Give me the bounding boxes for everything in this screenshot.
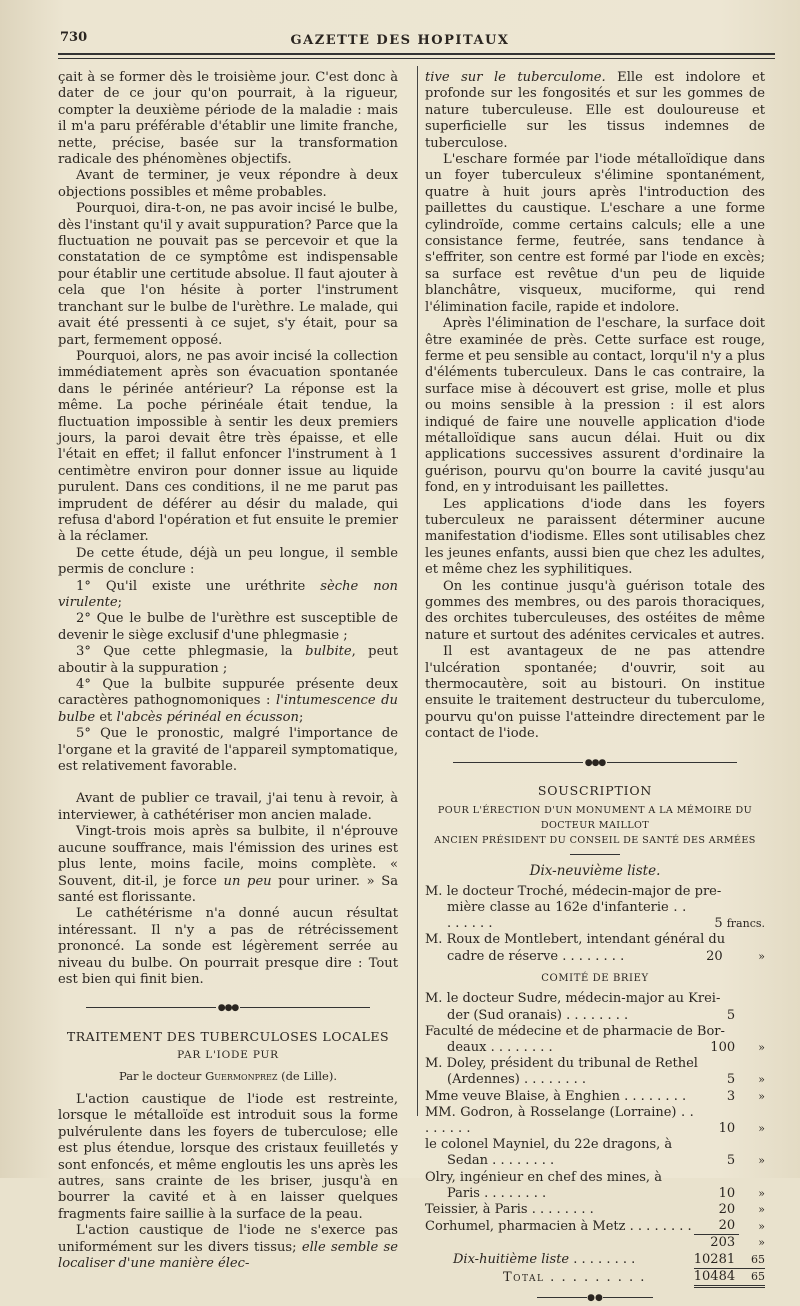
donations-table — [425, 991, 765, 1288]
donor-line: M. Roux de Montlebert, intendant général du — [425, 932, 726, 948]
donor-line: M. Doley, président du tribunal de Rethel — [425, 1056, 698, 1072]
conclusion-1 — [58, 579, 398, 612]
donations-table — [425, 884, 765, 965]
text: ; — [298, 709, 304, 725]
donation-amount: 100 — [710, 1039, 736, 1055]
paragraph: Pourquoi, dira-t-on, ne pas avoir incisé le bulbe, dès l'instant qu'il y avait suppuration? Parce que la fluctuation ne pouvait pas se percevoir et que la constatation de ce symptôme est indispensable pour établir une certitude absolue. Il faut ajouter à cela que l'on hésite à porter l'instrument tranchant sur le bulbe de l'urèthre. Le malade, qui avait été pressenti à ce sujet, s'y était, pour sa part, fermement opposé. — [58, 201, 398, 348]
emphasis: bulbite — [305, 644, 352, 660]
subscription-title: SOUSCRIPTION — [537, 783, 653, 799]
paragraph: Après l'élimination de l'eschare, la surface doit être examinée de près. Cette surface est rouge, ferme et peu sensible au contact, lorqu'il n'y a plus d'éléments tuberculeux. Dans le cas contraire, la surface mise à découvert est grise, molle et plus ou moins sensible à la pression : il est alors indiqué de faire une nouvelle application d'iode métalloïdique sans aucun délai. Huit ou dix applications successives assurent d'ordinaire la guérison, pourvu qu'on bourre la cavité jusqu'au fond, en y introduisant les paillettes. — [425, 316, 765, 496]
previous-list-unit: 65 — [739, 1252, 765, 1269]
donation-amount: 10 — [718, 1120, 736, 1136]
paragraph: L'action caustique de l'iode est restreinte, lorsque le métalloïde est introduit sous la forme pulvérulente dans les foyers de tuberculose; elle est plus étendue, lorsque des cristaux feuilletés y sont enfoncés, et même engloutis les uns après les autres, sans crainte de les briser, jusqu'à en bourrer la cavité et à en laisser quelques fragments faire saillie à la surface de la peau. — [58, 1091, 398, 1222]
conclusion-5: 5° Que le pronostic, malgré l'importance de l'organe et la gravité de l'appareil symptomatique, est relativement favorable. — [58, 726, 398, 775]
emphasis: l'intumescence du bulbe — [58, 693, 398, 725]
paragraph: Avant de terminer, je veux répondre à deux objections possibles et même probables. — [58, 168, 398, 200]
paragraph: çait à se former dès le troisième jour. C'est donc à dater de ce jour qu'on pourrait, à la rigueur, compter la deuxième période de la maladie : mais il m'a paru préférable d'établir une limite franche, nette, précise, basée sur la transformation radicale des phénomènes objectifs. — [58, 70, 398, 168]
paragraph — [58, 1223, 398, 1272]
list-title: Dix-neuvième liste. — [529, 863, 661, 880]
article-subtitle: PAR L'IODE PUR — [177, 1049, 279, 1062]
section-separator: ●●● — [58, 1000, 398, 1016]
emphasis: elle semble se localiser d'une manière élec- — [58, 1239, 398, 1272]
donation-unit: » — [758, 1073, 765, 1087]
conclusion-4 — [58, 677, 398, 726]
paragraph: Avant de publier ce travail, j'ai tenu à revoir, à interviewer, à cathétériser mon ancien malade. — [58, 791, 398, 823]
donation-amount: 5 — [726, 1007, 736, 1023]
running-head: GAZETTE DES HOPITAUX — [290, 33, 510, 48]
donor-line: M. le docteur Troché, médecin-major de pre- — [425, 883, 722, 899]
author-name: Guermonprez — [205, 1068, 278, 1083]
donation-amount: 10 — [718, 1185, 736, 1201]
donor-line: MM. Godron, à Rosselange (Lorraine) — [425, 1104, 677, 1120]
article-byline — [58, 1068, 398, 1084]
text: Vingt-trois mois après sa bulbite, il n'éprouve aucune souffrance, mais l'émission des urines est plus lente, moins facile, moins complète. « Souvent, dit-il, je force — [58, 824, 398, 889]
text: (de Lille). — [281, 1068, 338, 1083]
section-separator: ●●● — [425, 755, 765, 771]
previous-list-row: Dix-huitième liste . . . . . . . . 10281 65 — [453, 1251, 765, 1268]
donation-row: Sedan . . . . . . . . 5 » — [447, 1153, 765, 1169]
text: 1° Qu'il existe une uréthrite — [76, 578, 306, 594]
donation-row: deaux . . . . . . . . 100 » — [447, 1039, 765, 1055]
donation-amount: 20 — [718, 1218, 736, 1234]
subtotal-row — [425, 1235, 765, 1252]
subtotal-amount: 203 — [694, 1235, 739, 1252]
paragraph: On les continue jusqu'à guérison totale des gommes des membres, ou des parois thoraciques, des orchites tuberculeuses, des ostéites de même nature et surtout des adénites cervicales et autres. — [425, 578, 765, 643]
donor-line: Teissier, à Paris — [425, 1201, 528, 1217]
paragraph: L'eschare formée par l'iode métalloïdique dans un foyer tuberculeux s'élimine spontanément, quatre à huit jours après l'introduction des paillettes du caustique. L'eschare a une forme cylindroïde, comme certains calculs; elle a une consistance ferme, feutrée, sans tendance à s'effriter, son centre est formé par l'iode en excès; sa surface est revêtue d'un peu de liquide blanchâtre, visqueux, muciforme, qui rend l'élimination facile, rapide et indolore. — [425, 152, 765, 315]
donor-line: Mme veuve Blaise, à Enghien — [425, 1088, 620, 1104]
donation-row — [425, 932, 765, 948]
end-separator: ●● — [425, 1290, 765, 1306]
previous-list-label: Dix-huitième liste — [453, 1252, 570, 1268]
column-divider — [417, 66, 418, 1116]
donation-row: cadre de réserve . . . . . . . . 20 » — [447, 948, 765, 964]
donation-unit: » — [758, 1219, 765, 1233]
subtotal-unit: » — [758, 1236, 765, 1250]
left-column — [58, 70, 398, 1272]
donation-row: Corhumel, pharmacien à Metz . . . . . . . . 20 » — [425, 1218, 765, 1234]
donor-line: (Ardennes) — [447, 1072, 520, 1088]
article-title: TRAITEMENT DES TUBERCULOSES LOCALES — [66, 1028, 390, 1044]
donor-line: cadre de réserve — [447, 948, 559, 964]
donation-row: der (Sud oranais) . . . . . . . . 5 — [425, 1008, 765, 1024]
donor-line: Paris — [447, 1185, 480, 1201]
paragraph — [425, 70, 765, 152]
donation-row — [425, 1024, 765, 1040]
paragraph: Pourquoi, alors, ne pas avoir incisé la collection immédiatement après son évacuation spontanée dans le périnée antérieur? La réponse est la même. La poche périnéale était tendue, la fluctuation impossible à sentir les deux premiers jours, la paroi devait être très épaisse, et elle l'était en effet; il fallut enfoncer l'instrument à 1 centimètre environ pour donner issue au liquide purulent. Dans ces conditions, il ne me parut pas imprudent de déférer au désir du malade, qui refusa d'abord l'opération et fut ensuite le premier à la réclamer. — [58, 348, 398, 545]
donation-row — [425, 884, 765, 900]
donor-line: Faculté de médecine et de pharmacie de Bor- — [425, 1023, 725, 1039]
header-rule — [58, 53, 775, 55]
total-amount: 10484 — [694, 1268, 739, 1286]
donor-line: der (Sud oranais) — [447, 1007, 562, 1023]
text: 4° Que la bulbite suppurée présente deux caractères pathognomoniques : — [58, 677, 398, 709]
donation-row: Teissier, à Paris . . . . . . . . 20 » — [425, 1201, 765, 1217]
donor-line: Corhumel, pharmacien à Metz — [425, 1218, 626, 1234]
donation-unit: » — [758, 1154, 765, 1168]
donation-unit: » — [758, 1121, 765, 1135]
donation-row: mière classe au 162e d'infanterie . . . . . . . . 5 francs. — [447, 900, 765, 932]
total-row: Total . . . . . . . . . 10484 65 — [503, 1268, 765, 1286]
committee-heading: COMITÉ DE BRIEY — [541, 972, 649, 984]
caption-rule — [570, 854, 620, 855]
total-unit: 65 — [739, 1268, 765, 1286]
paragraph: Il est avantageux de ne pas attendre l'ulcération spontanée; d'ouvrir, soit au thermocautère, soit au bistouri. On institue ensuite le traitement destructeur du tuberculome, pourvu qu'on puisse l'atteindre directement par le contact de l'iode. — [425, 644, 765, 742]
header-rule-thin — [58, 58, 775, 59]
paragraph: De cette étude, déjà un peu longue, il semble permis de conclure : — [58, 545, 398, 578]
donation-row: MM. Godron, à Rosselange (Lorraine) . . . . . . . . 10 » — [425, 1104, 765, 1136]
text: Par le docteur — [118, 1068, 202, 1083]
donation-unit — [739, 1008, 765, 1024]
donor-line: mière classe au 162e d'infanterie — [447, 900, 669, 916]
paragraph — [58, 824, 398, 906]
emphasis: l'abcès périnéal en écusson — [116, 709, 299, 725]
donation-row: Mme veuve Blaise, à Enghien . . . . . . . . 3 » — [425, 1088, 765, 1104]
conclusion-2: 2° Que le bulbe de l'urèthre est susceptible de devenir le siège exclusif d'une phlegmasie ; — [58, 611, 398, 643]
conclusion-3 — [58, 644, 398, 677]
donation-row — [425, 1137, 765, 1153]
emphasis: tive sur le tuberculome. — [425, 70, 606, 85]
donation-row: Paris . . . . . . . . 10 » — [447, 1185, 765, 1201]
donation-unit: » — [758, 1202, 765, 1216]
text: Elle est indolore et profonde sur les fongosités et sur les gommes de nature tuberculeuse. Elle est douloureuse et superficielle sur les tissus indemnes de tuberculose. — [425, 70, 766, 151]
emphasis: sèche non virulente — [58, 578, 398, 610]
donor-line: Olry, ingénieur en chef des mines, à — [425, 1169, 662, 1185]
donation-unit: » — [758, 1089, 765, 1103]
total-label: Total — [503, 1270, 545, 1286]
caption-line: ANCIEN PRÉSIDENT DU CONSEIL DE SANTÉ DES ARMÉES — [434, 835, 756, 847]
donation-row — [425, 1056, 765, 1072]
donation-amount: 20 — [718, 1201, 736, 1217]
text: L'action caustique de l'iode ne s'exerce pas uniformément sur les divers tissus; — [58, 1223, 398, 1255]
previous-list-amount: 10281 — [694, 1252, 739, 1269]
donation-row: (Ardennes) . . . . . . . . 5 » — [447, 1072, 765, 1088]
text: ; — [117, 595, 123, 610]
subscription-caption — [425, 803, 765, 848]
donor-line: M. le docteur Sudre, médecin-major au Krei- — [425, 991, 721, 1007]
donation-unit: » — [758, 949, 765, 963]
text: , peut aboutir à la suppuration ; — [58, 644, 399, 676]
donation-amount: 5 — [726, 1072, 736, 1088]
donor-line: deaux — [447, 1039, 487, 1055]
donor-line: Sedan — [447, 1153, 489, 1169]
caption-line: POUR L'ÉRECTION D'UN MONUMENT A LA MÉMOIRE DU DOCTEUR MAILLOT — [437, 805, 753, 832]
donation-amount: 5 — [714, 916, 723, 932]
page-number: 730 — [60, 30, 88, 45]
donation-unit: » — [758, 1186, 765, 1200]
donation-row — [425, 991, 765, 1007]
donation-unit: » — [758, 1040, 765, 1054]
right-column — [425, 70, 765, 1306]
donation-amount: 20 — [706, 948, 723, 964]
paragraph: Les applications d'iode dans les foyers tuberculeux ne paraissent déterminer aucune manifestation d'iodisme. Elles sont utilisables chez les jeunes enfants, aussi bien que chez les adultes, et même chez les syphilitiques. — [425, 496, 765, 578]
donation-amount: 5 — [726, 1153, 736, 1169]
donation-amount: 3 — [726, 1088, 736, 1104]
donor-line: le colonel Mayniel, du 22e dragons, à — [425, 1137, 673, 1153]
text: et — [99, 709, 113, 725]
emphasis: un peu — [223, 873, 272, 889]
donation-unit: francs. — [726, 917, 765, 931]
text: 3° Que cette phlegmasie, la — [76, 644, 293, 660]
paragraph: Le cathétérisme n'a donné aucun résultat intéressant. Il n'y a pas de rétrécissement prononcé. La sonde est légèrement serrée au niveau du bulbe. On pourrait presque dire : Tout est bien qui finit bien. — [58, 906, 398, 987]
text: pour uriner. » Sa santé est florissante. — [58, 873, 398, 905]
